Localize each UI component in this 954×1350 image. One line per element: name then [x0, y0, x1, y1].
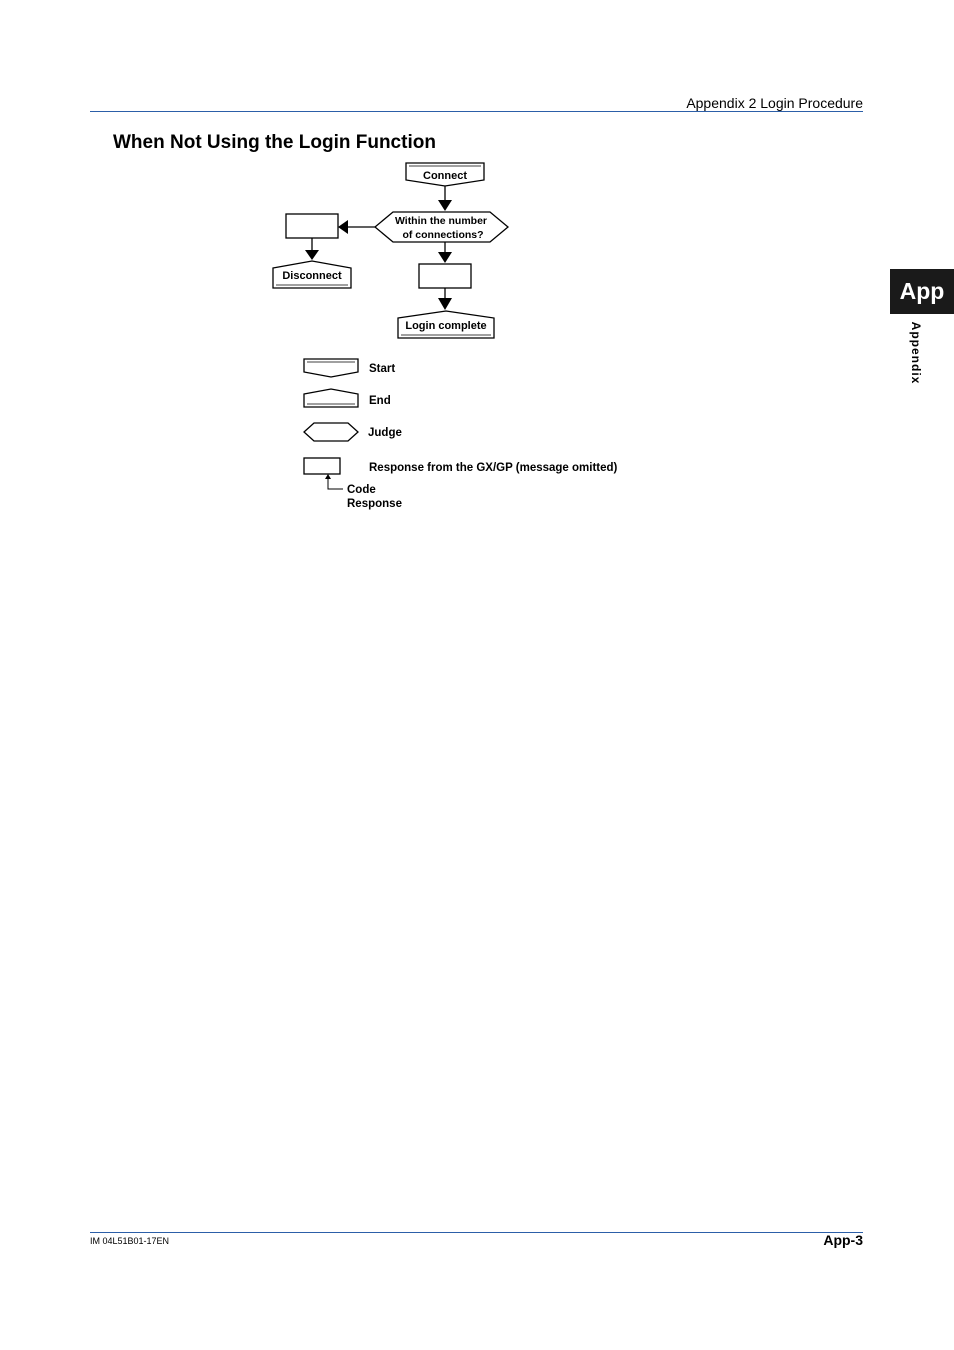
document-id: IM 04L51B01-17EN	[90, 1236, 170, 1246]
appendix-side-label: Appendix	[909, 321, 923, 385]
legend-code-label: Code	[347, 484, 376, 496]
flow-response-box-fail	[286, 214, 338, 238]
flow-response-box-ok	[419, 264, 471, 288]
legend-code-response-label: Response	[347, 498, 402, 510]
flow-judge-label-line1: Within the number	[394, 215, 488, 227]
running-header: Appendix 2 Login Procedure	[686, 95, 863, 111]
flow-start-label: Connect	[423, 170, 467, 182]
page-number: App-3	[823, 1232, 863, 1248]
footer-rule	[90, 1232, 863, 1233]
legend-judge-label: Judge	[368, 427, 402, 439]
flow-judge-label-line2: of connections?	[402, 229, 484, 241]
flow-end-success-label: Login complete	[405, 320, 487, 332]
legend-start-label: Start	[369, 363, 396, 375]
login-flowchart	[0, 0, 954, 520]
section-title: When Not Using the Login Function	[113, 132, 436, 153]
legend-response-label: Response from the GX/GP (message omitted)	[369, 462, 618, 474]
legend-response-box	[304, 458, 340, 474]
appendix-tab[interactable]: App	[890, 269, 954, 314]
legend-end-label: End	[369, 395, 391, 407]
legend-judge-shape	[304, 423, 358, 441]
flow-end-fail-label: Disconnect	[282, 270, 342, 282]
